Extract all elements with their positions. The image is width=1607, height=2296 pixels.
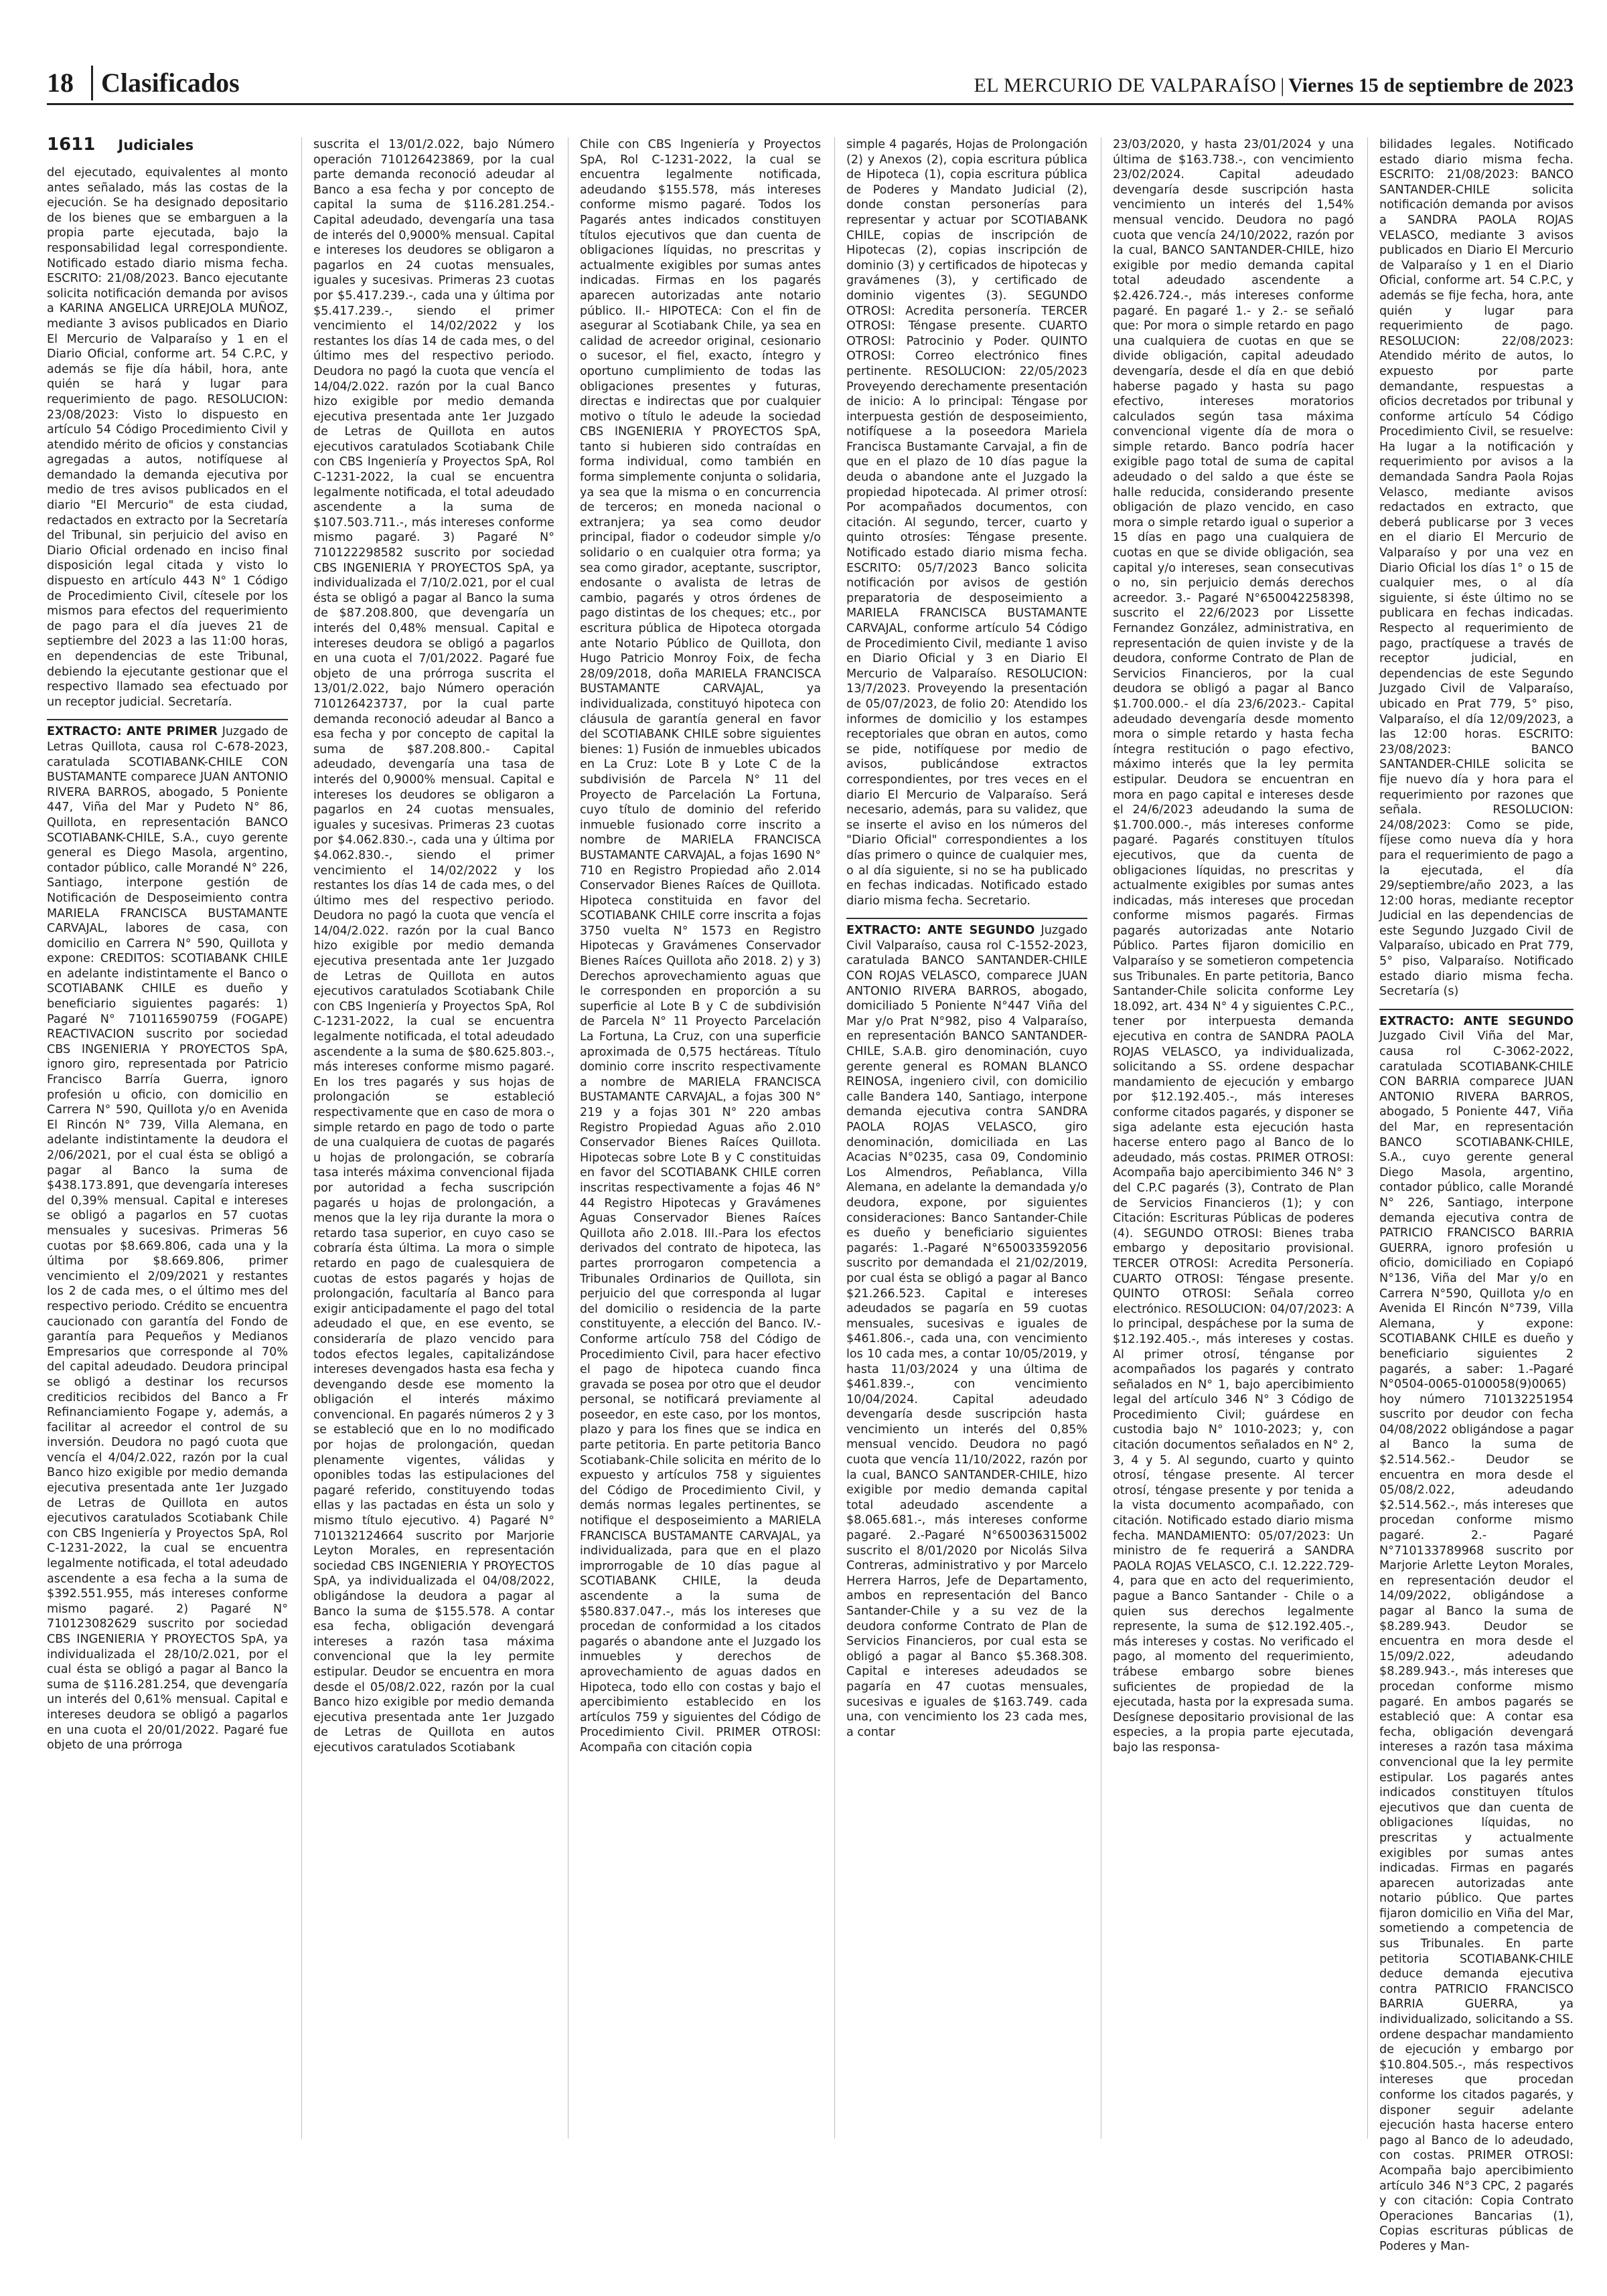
- column-4: [846, 137, 1087, 2139]
- notice-lead: EXTRACTO: ANTE PRIMER: [47, 725, 218, 739]
- column-6: [1379, 137, 1574, 2253]
- notice-text: 23/03/2020, y hasta 23/01/2024 y una última de $163.738.-, con vencimiento 23/02/2024. Capital adeudado devengaría desde suscripción hasta vencimiento un interés del 1,54% mensual vencido. Deudora no pagó cuota que vencía 24/10/2022, razón por la cual, BANCO SANTANDER-CHILE, hizo exigible por medio demanda capital total adeudado ascendente a $2.426.724.-, más intereses conforme pagaré. En pagaré 1.- y 2.- se señaló que: Por mora o simple retardo en pago una cualquiera de cuotas en que se divide obligación, capital adeudado devengaría, desde el día en que debió haberse pagado y hasta su pago efectivo, intereses moratorios calculados según tasa máxima convencional vigente día de mora o simple retardo. Banco podría hacer exigible pago total de suma de capital adeudado o del saldo a que éste se halle reducida, considerando presente obligación de plazo vencido, en caso mora o simple retardo igual o superior a 15 días en pago una cualquiera de cuotas en que se divide obligación, sea capital y/o intereses, sean consecutivas o no, sin perjuicio demás derechos acreedor. 3.- Pagaré N°650042258398, suscrito el 22/6/2023 por Lissette Fernandez González, administrativa, en representación de quien inviste y de la deudora, conforme Contrato de Plan de Servicios Financieros, por la cual deudora se obligó a pagar al Banco $1.700.000.- el día 23/6/2023.- Capital adeudado devengaría desde momento mora o simple retardo y hasta fecha íntegra restitución o pago efectivo, máximo interés que la ley permita estipular. Deudora se encuentran en mora en pago capital e intereses desde el 24/6/2023 adeudando la suma de $1.700.000.-, más intereses conforme pagaré. Pagarés constituyen títulos ejecutivos, que da cuenta de obligaciones líquidas, no prescritas y actualmente exigibles por sumas antes indicadas, más intereses que procedan conforme mismos pagarés. Firmas pagarés autorizadas ante Notario Público. Partes fijaron domicilio en Valparaíso y se sometieron competencia sus Tribunales. En parte petitoria, Banco Santander-Chile solicita conforme Ley 18.092, art. 434 N° 4 y siguientes C.P.C., tener por interpuesta demanda ejecutiva en contra de SANDRA PAOLA ROJAS VELASCO, ya individualizada, solicitando a SS. ordene despachar mandamiento de ejecución y embargo por $12.192.405.-, más intereses conforme citados pagarés, y disponer se siga adelante esta ejecución hasta hacerse entero pago al Banco de lo adeudado, más costas. PRIMER OTROSI: Acompaña bajo apercibimiento 346 N° 3 del C.P.C pagarés (3), Contrato de Plan de Servicios Financieros (1); y con Citación: Escrituras Públicas de poderes (4). SEGUNDO OTROSI: Bienes traba embargo y depositario provisional. TERCER OTROSI: Acredita Personería. CUARTO OTROSI: Téngase presente. QUINTO OTROSI: Señala correo electrónico. RESOLUCION: 04/07/2023: A lo principal, despáchese por la suma de $12.192.405.-, más intereses y costas. Al primer otrosí, ténganse por acompañados los pagarés y contrato señalados en N° 1, bajo apercibimiento legal del artículo 346 N° 3 Código de Procedimiento Civil; guárdese en custodia bajo N° 1010-2023; y, con citación documentos señalados en N° 2, 3, 4 y 5. Al segundo, cuarto y quinto otrosí, téngase presente. Al tercer otrosí, téngase presente y por tenida a la vista documento acompañado, con citación. Notificado estado diario misma fecha. MANDAMIENTO: 05/07/2023: Un ministro de fe requerirá a SANDRA PAOLA ROJAS VELASCO, C.I. 12.222.729-4, para que en acto del requerimiento, pague a Banco Santander - Chile o a quien sus derechos legalmente represente, la suma de $12.192.405.-, más intereses y costas. No verificado el pago, al momento del requerimiento, trábese embargo sobre bienes suficientes de propiedad de la ejecutada, hasta por la expresada suma. Desígnese depositario provisional de las especies, a la propia parte ejecutada, bajo las responsa-: [1113, 138, 1354, 1754]
- page-header: [47, 66, 1574, 105]
- category-code: 1611: [47, 135, 96, 155]
- notice-block: [1379, 1009, 1574, 2254]
- classifieds-columns: [47, 135, 1574, 2253]
- column-1: [47, 137, 288, 2139]
- notice-block: [846, 918, 1087, 1740]
- category-heading: [47, 137, 288, 164]
- notice-text: Juzgado Civil Viña del Mar, causa rol C-3062-2022, caratulada SCOTIABANK-CHILE CON BARRIA comparece JUAN ANTONIO RIVERA BARROS, abogado, 5 Poniente 447, Viña del Mar, en representación BANCO SCOTIABANK-CHILE, S.A., cuyo gerente general Diego Masola, argentino, contador público, calle Morandé N° 226, Santiago, interpone demanda ejecutiva contra de PATRICIO FRANCISCO BARRIA GUERRA, ignoro profesión u oficio, domiciliado en Copiapó N°136, Viña del Mar y/o en Carrera N°590, Quillota y/o en Avenida El Rincón N°739, Villa Alemana, y expone: SCOTIABANK CHILE es dueño y beneficiario siguientes 2 pagarés, a saber: 1.-Pagaré N°0504-0065-0100058(9)0065) hoy número 710132251954 suscrito por deudor con fecha 04/08/2022 obligándose a pagar al Banco la suma de $2.514.562.- Deudor se encuentra en mora desde el 05/08/2.022, adeudando $2.514.562.-, más intereses que procedan conforme mismo pagaré. 2.- Pagaré N°710133789968 suscrito por Marjorie Arlette Leyton Morales, en representación deudor el 14/09/2022, obligándose a pagar al Banco la suma de $8.289.943. Deudor se encuentra en mora desde el 15/09/2.022, adeudando $8.289.943.-, más intereses que procedan conforme mismo pagaré. En ambos pagarés se estableció que: A contar esa fecha, obligación devengará intereses a razón tasa máxima convencional que la ley permite estipular. Los pagarés antes indicados constituyen títulos ejecutivos que dan cuenta de obligaciones líquidas, no prescritas y actualmente exigibles por sumas antes indicadas. Firmas en pagarés aparecen autorizadas ante notario público. Que partes fijaron domicilio en Viña del Mar, sometiendo a competencia de sus Tribunales. En parte petitoria SCOTIABANK-CHILE deduce demanda ejecutiva contra PATRICIO FRANCISCO BARRIA GUERRA, ya individualizado, solicitando a SS. ordene despachar mandamiento de ejecución y embargo por $10.804.505.-, más respectivos intereses que procedan conforme los citados pagarés, y disponer seguir adelante ejecución hasta hacerse entero pago al Banco de lo adeudado, con costas. PRIMER OTROSI: Acompaña bajo apercibimiento artículo 346 N°3 CPC, 2 pagarés y con citación: Copia Contrato Operaciones Bancarias (1), Copias escrituras públicas de Poderes y Man-: [1379, 1030, 1574, 2253]
- section-title: Clasificados: [91, 66, 240, 100]
- column-5: [1113, 137, 1354, 2139]
- notice-text: bilidades legales. Notificado estado diario misma fecha. ESCRITO: 21/08/2023: BANCO SANTANDER-CHILE solicita notificación demanda por avisos a SANDRA PAOLA ROJAS VELASCO, mediante 3 avisos publicados en Diario El Mercurio de Valparaíso y 1 en el Diario Oficial, conforme art. 54 C.P.C, y además se fije fecha, hora, ante quién y lugar para requerimiento de pago. RESOLUCION: 22/08/2023: Atendido mérito de autos, lo expuesto por parte demandante, respuestas a oficios decretados por tribunal y conforme artículo 54 Código Procedimiento Civil, se resuelve: Ha lugar a la notificación y requerimiento por avisos a la demandada Sandra Paola Rojas Velasco, mediante avisos redactados en extracto, que deberá publicarse por 3 veces en el diario El Mercurio de Valparaíso y por una vez en Diario Oficial los días 1° o 15 de cualquier mes, o al día siguiente, si éste último no se publicara en fechas indicadas. Respecto al requerimiento de pago, practíquese a través de receptor judicial, en dependencias de este Segundo Juzgado Civil de Valparaíso, ubicado en Prat 779, 5° piso, Valparaíso, el día 12/09/2023, a las 12:00 horas. ESCRITO: 23/08/2023: BANCO SANTANDER-CHILE solicita se fije nuevo día y hora para el requerimiento por razones que señala. RESOLUCION: 24/08/2023: Como se pide, fíjese como nueva día y hora para el requerimiento de pago a la ejecutada, el día 29/septiembre/año 2023, a las 12:00 horas, mediante receptor Judicial en las dependencias de este Segundo Juzgado Civil de Valparaíso, ubicado en Prat 779, 5° piso, Valparaíso. Notificado estado diario misma fecha. Secretaría (s): [1379, 138, 1574, 999]
- column-divider: [1367, 137, 1368, 2139]
- page-number: 18: [47, 68, 74, 98]
- notice-text: Chile con CBS Ingeniería y Proyectos SpA, Rol C-1231-2022, la cual se encuentra legalmente notificada, adeudando $155.578, más intereses conforme mismo pagaré. Todos los Pagarés antes indicados constituyen títulos ejecutivos que dan cuenta de obligaciones líquidas, no prescritas y actualmente exigibles por sumas antes indicadas. Firmas en los pagarés aparecen autorizadas ante notario público. II.- HIPOTECA: Con el fin de asegurar al Scotiabank Chile, ya sea en calidad de acreedor original, cesionario o sucesor, el fiel, exacto, íntegro y oportuno cumplimiento de todas las obligaciones presentes y futuras, directas e indirectas que por cualquier motivo o título le adeude la sociedad CBS INGENIERIA Y PROYECTOS SpA, tanto si hubieren sido contraídas en forma individual, como también en forma simplemente conjunta o solidaria, ya sea que la misma o en concurrencia de terceros; en moneda nacional o extranjera; ya sea como deudor principal, fiador o codeudor simple y/o solidario o en cualquier otra forma; ya sea como girador, aceptante, suscriptor, endosante o avalista de letras de cambio, pagarés y otros órdenes de pago distintas de los cheques; etc., por escritura pública de Hipoteca otorgada ante Notario Público de Quillota, don Hugo Patricio Monroy Foix, de fecha 28/09/2018, doña MARIELA FRANCISCA BUSTAMANTE CARVAJAL, ya individualizada, constituyó hipoteca con cláusula de garantía general en favor del SCOTIABANK CHILE sobre siguientes bienes: 1) Fusión de inmuebles ubicados en La Cruz: Lote B y Lote C de la subdivisión de Parcela N° 11 del Proyecto de Parcelación La Fortuna, cuyo título de dominio del referido inmueble fusionado corre inscrito a nombre de MARIELA FRANCISCA BUSTAMANTE CARVAJAL, a fojas 1690 N° 710 en Registro Propiedad año 2.014 Conservador Bienes Raíces de Quillota. Hipoteca constituida en favor del SCOTIABANK CHILE corre inscrita a fojas 3750 vuelta N° 1573 en Registro Hipotecas y Gravámenes Conservador Bienes Raíces Quillota año 2018. 2) y 3) Derechos aprovechamiento aguas que le corresponden en proporción a su superficie al Lote B y C de subdivisión de Parcela N° 11 Proyecto Parcelación La Fortuna, La Cruz, con una superficie aproximada de 0,575 hectáreas. Título dominio corre inscrito respectivamente a nombre de MARIELA FRANCISCA BUSTAMANTE CARVAJAL, a fojas 300 N° 219 y a fojas 301 N° 220 ambas Registro Propiedad Aguas año 2.010 Conservador Bienes Raíces Quillota. Hipotecas sobre Lote B y C constituidas en favor del SCOTIABANK CHILE corren inscritas respectivamente a fojas 46 N° 44 Registro Hipotecas y Gravámenes Aguas Conservador Bienes Raíces Quillota año 2.018. III.-Para los efectos derivados del contrato de hipoteca, las partes prorrogaron competencia a Tribunales Ordinarios de Quillota, sin perjuicio del que corresponda al lugar del domicilio o residencia de la parte constituyente, a elección del Banco. IV.- Conforme artículo 758 del Código de Procedimiento Civil, para hacer efectivo el pago de hipoteca cuando finca gravada se posea por otro que el deudor personal, se notificará previamente al poseedor, en este caso, por los montos, plazo y para los fines que se indica en parte petitoria. En parte petitoria Banco Scotiabank-Chile solicita en mérito de lo expuesto y artículos 758 y siguientes del Código de Procedimiento Civil, y demás normas legales pertinentes, se notifique el desposeimiento a MARIELA FRANCISCA BUSTAMANTE CARVAJAL, ya individualizada, para que en el plazo improrrogable de 10 días pague al SCOTIABANK CHILE, la deuda ascendente a la suma de $580.837.047.-, más los intereses que procedan de conformidad a los citados pagarés o abandone ante el Juzgado los inmuebles y derechos de aprovechamiento de aguas dados en Hipoteca, todo ello con costas y bajo el apercibimiento establecido en los artículos 759 y siguientes del Código de Procedimiento Civil. PRIMER OTROSI: Acompaña con citación copia: [580, 138, 821, 1754]
- notice-text: del ejecutado, equivalentes al monto antes señalado, más las costas de la ejecución. Se ha designado depositario de los bienes que se embarguen a la propia parte ejecutada, bajo la responsabilidad legal correspondiente. Notificado estado diario misma fecha. ESCRITO: 21/08/2023. Banco ejecutante solicita notificación demanda por avisos a KARINA ANGELICA URREJOLA MUÑOZ, mediante 3 avisos publicados en Diario El Mercurio de Valparaíso y 1 en el Diario Oficial, conforme art. 54 C.P.C, y además se fije día hábil, hora, ante quién se hará y lugar para requerimiento de pago. RESOLUCION: 23/08/2023: Visto lo dispuesto en artículo 54 Código Procedimiento Civil y atendido mérito de oficios y constancias agregadas a autos, notifíquese al demandado la demanda ejecutiva por medio de tres avisos publicados en el diario "El Mercurio" de esta ciudad, redactados en extracto por la Secretaría del Tribunal, sin perjuicio del aviso en Diario Oficial ordenado en inciso final disposición legal citada y visto lo dispuesto en artículo 443 N° 1 Código de Procedimiento Civil, cítesele por los mismos para efectos del requerimiento de pago para el día jueves 21 de septiembre del 2023 a las 11:00 horas, en dependencias de este Tribunal, debiendo la ejecutante gestionar que el respectivo llamado sea efectuado por un receptor judicial. Secretaría.: [47, 166, 288, 709]
- notice-text: suscrita el 13/01/2.022, bajo Número operación 710126423869, por la cual parte demanda reconoció adeudar al Banco a esa fecha y por concepto de capital la suma de $116.281.254.- Capital adeudado, devengaría una tasa de interés del 0,9000% mensual. Capital e intereses los deudores se obligaron a pagarlos en 24 cuotas mensuales, iguales y sucesivas. Primeras 23 cuotas por $5.417.239.-, cada una y última por $5.417.239.-, siendo el primer vencimiento el 14/02/2022 y los restantes los días 14 de cada mes, o del último mes del respectivo periodo. Deudora no pagó la cuota que vencía el 14/04/2.022. razón por la cual Banco hizo exigible por medio demanda ejecutiva presentada ante 1er Juzgado de Letras de Quillota en autos ejecutivos caratulados Scotiabank Chile con CBS Ingeniería y Proyectos SpA, Rol C-1231-2022, la cual se encuentra legalmente notificada, el total adeudado ascendente a la suma de $107.503.711.-, más intereses conforme mismo pagaré. 3) Pagaré N° 710122298582 suscrito por sociedad CBS INGENIERIA Y PROYECTOS SpA, ya individualizada el 7/10/2.021, por el cual ésta se obligó a pagar al Banco la suma de $87.208.800, que devengaría un interés del 0,48% mensual. Capital e intereses deudora se obligó a pagarlos en una cuota el 7/01/2022. Pagaré fue objeto de una prórroga suscrita el 13/01/2.022, bajo Número operación 710126423737, por la cual parte demanda reconoció adeudar al Banco a esa fecha y por concepto de capital la suma de $87.208.800.- Capital adeudado, devengaría una tasa de interés del 0,9000% mensual. Capital e intereses los deudores se obligaron a pagarlos en 24 cuotas mensuales, iguales y sucesivas. Primeras 23 cuotas por $4.062.830.-, cada una y última por $4.062.830.-, siendo el primer vencimiento el 14/02/2022 y los restantes los días 14 de cada mes, o del último mes del respectivo periodo. Deudora no pagó la cuota que vencía el 14/04/2.022. razón por la cual Banco hizo exigible por medio demanda ejecutiva presentada ante 1er Juzgado de Letras de Quillota en autos ejecutivos caratulados Scotiabank Chile con CBS Ingeniería y Proyectos SpA, Rol C-1231-2022, la cual se encuentra legalmente notificada, el total adeudado ascendente a la suma de $80.625.803.-, más intereses conforme mismo pagaré. En los tres pagarés y sus hojas de prolongación se estableció respectivamente que en caso de mora o simple retardo en pago de todo o parte de una cualquiera de cuotas de pagarés u hojas de prolongación, se cobraría tasa interés máxima convencional fijada por autoridad a fecha suscripción pagarés u hojas de prolongación, a menos que la ley rija durante la mora o retardo tasa superior, en cuyo caso se cobraría ésta última. La mora o simple retardo en pago de cualesquiera de cuotas de estos pagarés y hojas de prolongación, facultaría al Banco para exigir anticipadamente el pago del total adeudado el que, en ese evento, se consideraría de plazo vencido para todos efectos legales, capitalizándose intereses devengados hasta esa fecha y devengando desde ese momento la obligación el interés máximo convencional. En pagarés números 2 y 3 se estableció que en lo no modificado por hojas de prolongación, quedan plenamente vigentes, válidas y oponibles todas las estipulaciones del pagaré referido, constituyendo todas ellas y las pactadas en ésta un solo y mismo título ejecutivo. 4) Pagaré N° 710132124664 suscrito por Marjorie Leyton Morales, en representación sociedad CBS INGENIERIA Y PROYECTOS SpA, ya individualizada el 04/08/2022, obligándose la deudora a pagar al Banco la suma de $155.578. A contar esa fecha, obligación devengará intereses a razón tasa máxima convencional que la ley permite estipular. Deudor se encuentra en mora desde el 05/08/2.022, razón por la cual Banco hizo exigible por medio demanda ejecutiva presentada ante 1er Juzgado de Letras de Quillota en autos ejecutivos caratulados Scotiabank: [313, 138, 554, 1754]
- notice-text: Juzgado de Letras Quillota, causa rol C-678-2023, caratulada SCOTIABANK-CHILE CON BUSTAMANTE comparece JUAN ANTONIO RIVERA BARROS, abogado, 5 Poniente 447, Viña del Mar y Pudeto N° 86, Quillota, en representación BANCO SCOTIABANK-CHILE, S.A., cuyo gerente general es Diego Masola, argentino, contador público, calle Morandé N° 226, Santiago, interpone gestión de Notificación de Desposeimiento contra MARIELA FRANCISCA BUSTAMANTE CARVAJAL, labores de casa, con domicilio en Carrera N° 590, Quillota y expone: CREDITOS: SCOTIABANK CHILE en adelante indistintamente el Banco o SCOTIABANK CHILE es dueño y beneficiario siguientes pagarés: 1) Pagaré N° 710116590759 (FOGAPE) REACTIVACION suscrito por sociedad CBS INGENIERIA Y PROYECTOS SpA, ignoro giro, representada por Patricio Francisco Barría Guerra, ignoro profesión u oficio, con domicilio en Carrera N° 590, Quillota y/o en Avenida El Rincón N° 739, Villa Alemana, en adelante indistintamente la deudora el 2/06/2021, por el cual ésta se obligó a pagar al Banco la suma de $438.173.891, que devengaría intereses del 0,39% mensual. Capital e intereses se obligó a pagarlos en 57 cuotas mensuales y sucesivas. Primeras 56 cuotas por $8.669.806, cada una y la última por $8.669.806, primer vencimiento el 2/09/2021 y restantes los 2 de cada mes, o el último mes del respectivo periodo. Crédito se encuentra caucionado con garantía del Fondo de garantía para Pequeños y Medianos Empresarios que corresponde al 70% del capital adeudado. Deudora principal se obligó a destinar los recursos crediticios recibidos del Banco a Fr Refinanciamiento Fogape y, además, a facilitar al acreedor el control de su inversión. Deudora no pagó cuota que vencía el 4/04/2.022, razón por la cual Banco hizo exigible por medio demanda ejecutiva presentada ante 1er Juzgado de Letras de Quillota en autos ejecutivos caratulados Scotiabank Chile con CBS Ingeniería y Proyectos SpA, Rol C-1231-2022, la cual se encuentra legalmente notificada, el total adeudado ascendente a esa fecha a la suma de $392.551.955, más intereses conforme mismo pagaré. 2) Pagaré N° 710123082629 suscrito por sociedad CBS INGENIERIA Y PROYECTOS SpA, ya individualizada el 28/10/2.021, por el cual ésta se obligó a pagar al Banco la suma de $116.281.254, que devengaría un interés del 0,61% mensual. Capital e intereses deudora se obligó a pagarlos en una cuota el 20/01/2022. Pagaré fue objeto de una prórroga: [47, 725, 289, 1752]
- column-divider: [834, 137, 835, 2139]
- column-3: [580, 137, 821, 2139]
- column-divider: [301, 137, 302, 2139]
- notice-block: [47, 719, 288, 1752]
- publication-date: Viernes 15 de septiembre de 2023: [1288, 74, 1574, 96]
- notice-text: Juzgado Civil Valparaíso, causa rol C-1552-2023, caratulada BANCO SANTANDER-CHILE CON ROJAS VELASCO, comparece JUAN ANTONIO RIVERA BARROS, abogado, domiciliado 5 Poniente N°447 Viña del Mar y/o Prat N°982, piso 4 Valparaíso, en representación BANCO SANTANDER-CHILE, S.A.B. giro denominación, cuyo gerente general es ROMAN BLANCO REINOSA, ingeniero civil, con domicilio calle Bandera 140, Santiago, interpone demanda ejecutiva contra SANDRA PAOLA ROJAS VELASCO, giro denominación, domiciliada en Las Acacias N°0235, casa 09, Condominio Los Almendros, Peñablanca, Villa Alemana, en adelante la demandada y/o deudora, expone, por siguientes consideraciones: Banco Santander-Chile es dueño y beneficiario siguientes pagarés: 1.-Pagaré N°650033592056 suscrito por demandada el 21/02/2019, por cual ésta se obligó a pagar al Banco $21.266.523. Capital e intereses adeudados se pagaría en 59 cuotas mensuales, sucesivas e iguales de $461.806.-, cada una, con vencimiento los 10 cada mes, a contar 10/05/2019, y hasta 11/03/2024 y una última de $461.839.-, con vencimiento 10/04/2024. Capital adeudado devengaría desde suscripción hasta vencimiento un interés del 0,85% mensual vencido. Deudora no pagó cuota que vencía 11/10/2022, razón por la cual, BANCO SANTANDER-CHILE, hizo exigible por medio demanda capital total adeudado ascendente a $8.065.681.-, más intereses conforme pagaré. 2.-Pagaré N°650036315002 suscrito el 8/01/2020 por Nicolás Silva Contreras, administrativo y por Marcelo Herrera Harros, Jefe de Departamento, ambos en representación del Banco Santander-Chile y a su vez de la deudora conforme Contrato de Plan de Servicios Financieros, por cual esta se obligó a pagar al Banco $5.368.308. Capital e intereses adeudados se pagaría en 47 cuotas mensuales, sucesivas e iguales de $163.749. cada una, con vencimiento los 23 cada mes, a contar: [846, 924, 1087, 1739]
- column-2: [313, 137, 554, 2139]
- newspaper-name: EL MERCURIO DE VALPARAÍSO: [974, 74, 1277, 96]
- notice-lead: EXTRACTO: ANTE SEGUNDO: [1379, 1014, 1574, 1028]
- notice-lead: EXTRACTO: ANTE SEGUNDO: [846, 924, 1035, 938]
- header-separator: |: [1280, 74, 1285, 96]
- notice-text: simple 4 pagarés, Hojas de Prolongación (2) y Anexos (2), copia escritura pública de Hipoteca (1), copia escritura pública de Poderes y Mandato Judicial (2), donde constan personerías para representar y actuar por SCOTIABANK CHILE, copias de inscripción de Hipotecas (2), copias inscripción de dominio (3) y certificados de hipotecas y gravámenes (3), y certificado de dominio vigentes (3). SEGUNDO OTROSI: Acredita personería. TERCER OTROSI: Téngase presente. CUARTO OTROSI: Patrocinio y Poder. QUINTO OTROSI: Correo electrónico fines pertinente. RESOLUCION: 22/05/2023 Proveyendo derechamente presentación de inicio: A lo principal: Téngase por interpuesta gestión de desposeimiento, notifíquese a la poseedora Mariela Francisca Bustamante Carvajal, a fin de que en el plazo de 10 días pague la deuda o abandone ante el Juzgado la propiedad hipotecada. Al primer otrosí: Por acompañados documentos, con citación. Al segundo, tercer, cuarto y quinto otrosíes: Téngase presente. Notificado estado diario misma fecha. ESCRITO: 05/7/2023 Banco solicita notificación por avisos de gestión preparatoria de desposeimiento a MARIELA FRANCISCA BUSTAMANTE CARVAJAL, conforme artículo 54 Código de Procedimiento Civil, mediante 1 aviso en Diario Oficial y 3 en Diario El Mercurio de Valparaíso. RESOLUCION: 13/7/2023. Proveyendo la presentación de 05/07/2023, de folio 20: Atendido los informes de domicilio y los estampes receptoriales que obran en autos, como se pide, notifíquese por medio de avisos, publicándose extractos correspondientes, por tres veces en el diario El Mercurio de Valparaíso. Será necesario, además, para su validez, que se inserte el aviso en los números del "Diario Oficial" correspondientes a los días primero o quince de cualquier mes, o al día siguiente, si no se ha publicado en fechas indicadas. Notificado estado diario misma fecha. Secretario.: [846, 138, 1087, 908]
- masthead-line: [974, 71, 1574, 100]
- category-name: Judiciales: [118, 137, 194, 153]
